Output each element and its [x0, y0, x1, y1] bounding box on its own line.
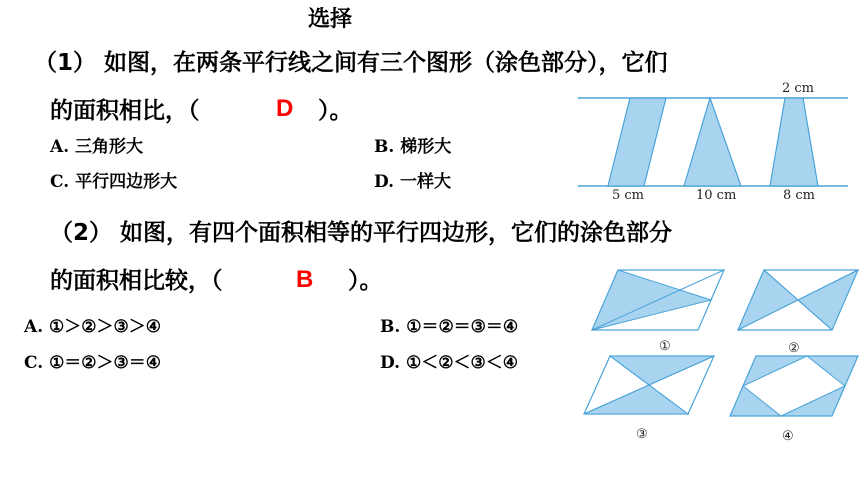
section-title: 选择	[308, 7, 353, 32]
q1-option-d[interactable]: D. 一样大	[374, 172, 451, 192]
q1-line2-prefix: 的面积相比，（	[50, 98, 200, 124]
q1-option-b[interactable]: B. 梯形大	[374, 137, 452, 157]
label-circle-4: ④	[782, 429, 794, 444]
q2-option-d[interactable]: D. ①＜②＜③＜④	[380, 353, 518, 373]
label-5cm: 5 cm	[612, 188, 645, 203]
q2-line1: （2） 如图，有四个面积相等的平行四边形，它们的涂色部分	[50, 220, 673, 246]
label-8cm: 8 cm	[783, 188, 816, 203]
parallelogram-1	[592, 270, 724, 330]
q2-line2-prefix: 的面积相比较，（	[50, 268, 223, 294]
q2-line2-suffix: ）。	[348, 268, 383, 294]
q1-line2-suffix: ）。	[318, 98, 353, 124]
q2-option-a[interactable]: A. ①＞②＞③＞④	[24, 317, 161, 337]
q1-answer: D	[276, 95, 294, 122]
q2-option-b[interactable]: B. ①＝②＝③＝④	[380, 317, 519, 337]
parallelogram-2	[738, 270, 858, 330]
label-top-2cm: 2 cm	[782, 81, 815, 96]
q1-line1: （1） 如图，在两条平行线之间有三个图形（涂色部分），它们	[34, 50, 668, 76]
q2-figure	[580, 266, 860, 456]
q2-option-c[interactable]: C. ①＝②＞③＝④	[24, 353, 162, 373]
triangle-shape	[684, 98, 741, 186]
label-10cm: 10 cm	[696, 188, 737, 203]
q1-option-c[interactable]: C. 平行四边形大	[50, 172, 178, 192]
label-circle-2: ②	[788, 341, 800, 356]
q1-option-a[interactable]: A. 三角形大	[50, 137, 144, 157]
q1-figure	[578, 80, 848, 203]
label-circle-1: ①	[659, 339, 671, 354]
q2-answer: B	[296, 266, 314, 293]
trapezoid-shape	[770, 98, 818, 186]
label-circle-3: ③	[636, 427, 648, 442]
parallelogram-3	[584, 356, 714, 414]
parallelogram-4	[730, 356, 858, 416]
parallelogram-shape	[608, 98, 666, 186]
